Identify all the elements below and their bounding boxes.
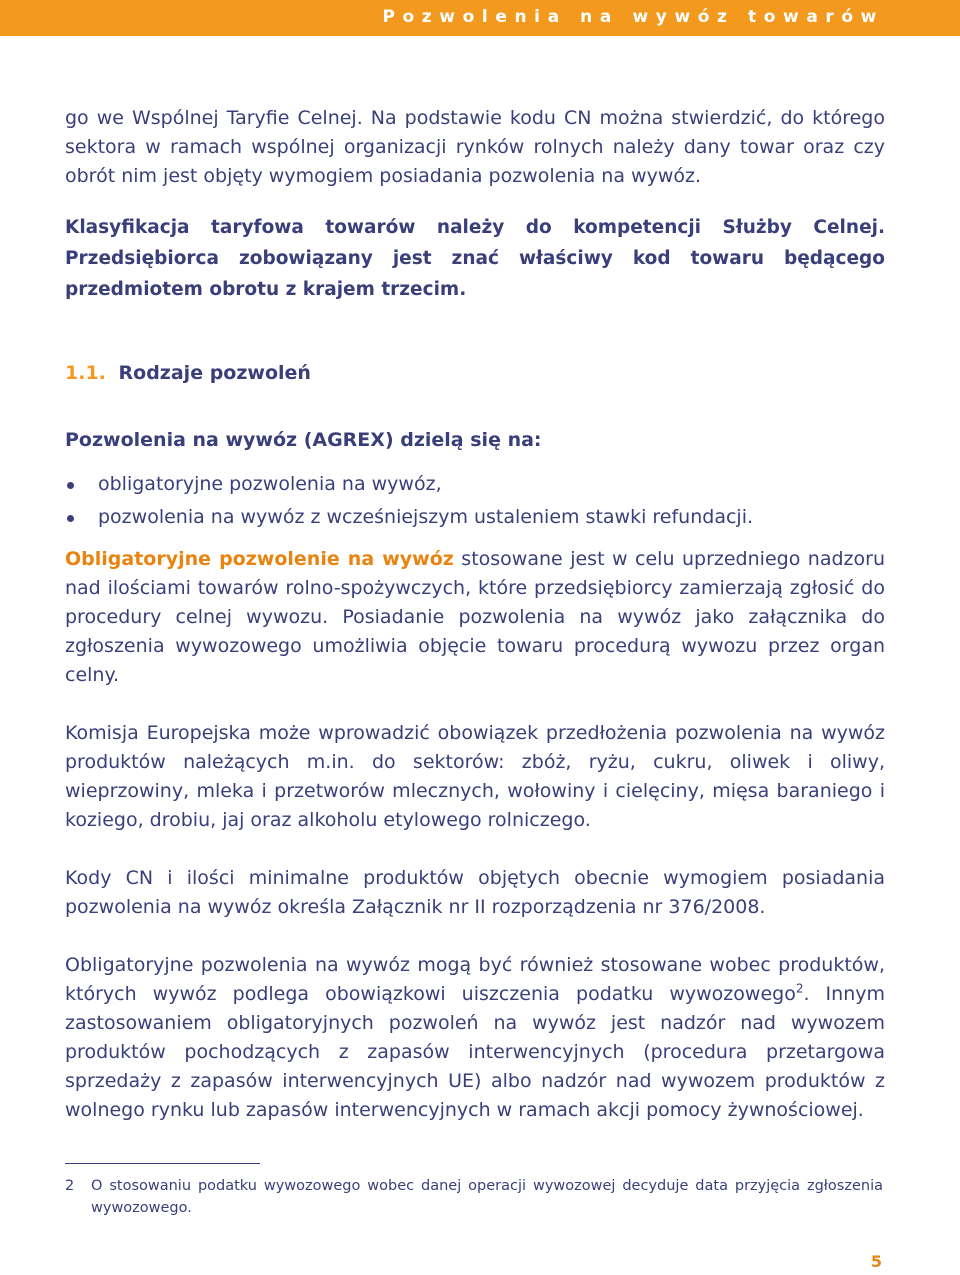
paragraph-text: stosowane jest w celu uprzedniego nadzoru nad ilościami towarów rolno-spożywczych, które przedsiębiorcy zamierzają zgłosić do procedury celnej wywozu. Posiadanie pozwolenia na wywóz jako załącznika do zgłoszenia wywozowego umożliwia objęcie towaru procedurą wywozu przez organ celny. bbox=[65, 548, 886, 686]
paragraph-text: Obligatoryjne pozwolenia na wywóz mogą być również stosowane wobec produktów, których wywóz podlega obowiązkowi uiszczenia podatku wywozowego bbox=[65, 954, 885, 1005]
section-number: 1.1. bbox=[65, 362, 106, 384]
paragraph-obligatory bbox=[65, 545, 885, 690]
intro-paragraph: go we Wspólnej Taryfie Celnej. Na podstawie kodu CN można stwierdzić, do którego sektora w ramach wspólnej organizacji rynków rolnych należy dany towar oraz czy obrót nim jest objęty wymogiem posiadania pozwolenia na wywóz. bbox=[65, 107, 885, 187]
bullet-icon bbox=[67, 515, 74, 522]
section-heading bbox=[65, 359, 885, 388]
bullet-list bbox=[65, 468, 885, 534]
paragraph-text: . Innym zastosowaniem obligatoryjnych pozwoleń na wywóz jest nadzór nad wywozem produktów pochodzących z zapasów interwencyjnych (procedura przetargowa sprzedaży z zapasów interwencyjnych UE) albo nadzór nad wywozem produktów z wolnego rynku lub zapasów interwencyjnych w ramach akcji pomocy żywnościowej. bbox=[65, 983, 886, 1121]
list-item-text: pozwolenia na wywóz z wcześniejszym ustaleniem stawki refundacji. bbox=[98, 506, 754, 528]
list-item bbox=[65, 501, 885, 534]
bullet-icon bbox=[67, 482, 74, 489]
page-number: 5 bbox=[870, 1252, 882, 1271]
footnote-number: 2 bbox=[65, 1178, 75, 1194]
footnote bbox=[65, 1175, 883, 1219]
section-title: Rodzaje pozwoleń bbox=[118, 362, 311, 384]
running-header-title: Pozwolenia na wywóz towarów bbox=[382, 7, 884, 27]
page-content bbox=[65, 104, 885, 1125]
header-bar bbox=[0, 0, 960, 36]
lead-paragraph: Pozwolenia na wywóz (AGREX) dzielą się na: bbox=[65, 429, 542, 451]
paragraph-other-uses bbox=[65, 951, 885, 1125]
list-item-text: obligatoryjne pozwolenia na wywóz, bbox=[98, 473, 442, 495]
paragraph-commission: Komisja Europejska może wprowadzić obowiązek przedłożenia pozwolenia na wywóz produktów należących m.in. do sektorów: zbóż, ryżu, cukru, oliwek i oliwy, wieprzowiny, mleka i przetworów mlecznych, wołowiny i cielęciny, mięsa baraniego i koziego, drobiu, jaj oraz alkoholu etylowego rolniczego. bbox=[65, 722, 885, 831]
footnote-divider bbox=[65, 1163, 260, 1164]
footnote-reference[interactable]: 2 bbox=[795, 981, 804, 996]
paragraph-cn-codes: Kody CN i ilości minimalne produktów objętych obecnie wymogiem posiadania pozwolenia na wywóz określa Załącznik nr II rozporządzenia nr 376/2008. bbox=[65, 867, 885, 918]
bold-note-paragraph: Klasyfikacja taryfowa towarów należy do kompetencji Służby Celnej. Przedsiębiorca zobowiązany jest znać właściwy kod towaru będącego przedmiotem obrotu z krajem trzecim. bbox=[65, 217, 885, 300]
highlighted-term: Obligatoryjne pozwolenie na wywóz bbox=[65, 548, 454, 570]
list-item bbox=[65, 468, 885, 501]
footnote-text: O stosowaniu podatku wywozowego wobec danej operacji wywozowej decyduje data przyjęcia zgłoszenia wywozowego. bbox=[91, 1178, 883, 1216]
